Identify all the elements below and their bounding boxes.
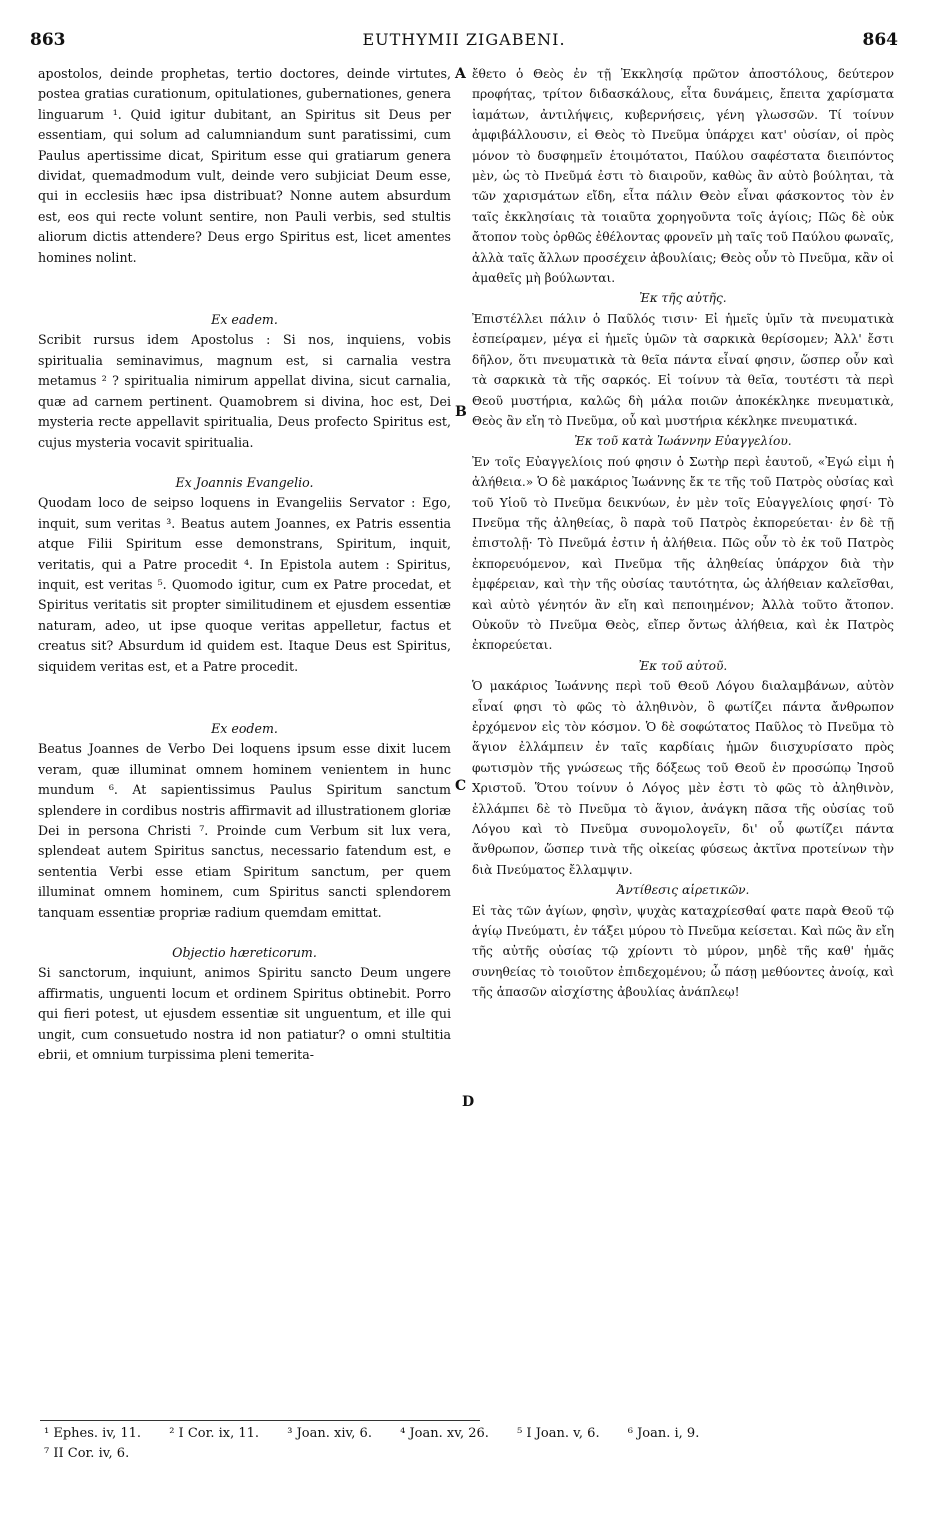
margin-marker-d: D [462,1094,475,1110]
greek-paragraph-2: Ἐπιστέλλει πάλιν ὁ Παῦλός τισιν· Εἰ ἡμεῖς ὑμῖν τὰ πνευματικὰ ἐσπείραμεν, μέγα εἰ ἡμεῖς ὑμῶν τὰ σαρκικὰ θερίσομεν; Ἀλλ' ἔστι δῆλον, ὅτι πνευματικὰ τὰ θεῖα πάντα εἶναί φησιν, ὥσπερ οὖν καὶ τὰ σαρκικὰ τὰ τῆς σαρκός. Εἰ τοίνυν τὰ θεῖα, τουτέστι τὰ περὶ Θεοῦ μυστήρια, καλῶς δὴ μάλα ποιῶν ἀποκέκληκε πνευματικὰ, Θεὸς ἂν εἴη τὸ Πνεῦμα, οὗ καὶ μυστήρια κέκληκε πνευματικά. [472,311,894,428]
greek-paragraph-4: Ὁ μακάριος Ἰωάννης περὶ τοῦ Θεοῦ Λόγου διαλαμβάνων, αὐτὸν εἶναί φησι τὸ φῶς τὸ ἀληθινὸν, ὃ φωτίζει πάντα ἄνθρωπον ἐρχόμενον εἰς τὸν κόσμον. Ὁ δὲ σοφώτατος Παῦλος τὸ Πνεῦμα τὸ ἅγιον ἐλλάμπειν ἐν ταῖς καρδίαις ἡμῶν διισχυρίσατο πρὸς φωτισμὸν τῆς γνώσεως τῆς δόξεως τοῦ Θεοῦ ἐν προσώπῳ Ἰησοῦ Χριστοῦ. Ὅτου τοίνυν ὁ Λόγος μὲν ἐστι τὸ φῶς τὸ ἀληθινὸν, ἐλλάμπει δὲ τὸ Πνεῦμα τὸ ἅγιον, ἀνάγκη πᾶσα τῆς οὐσίας τοῦ Λόγου καὶ τὸ Πνεῦμα συνομολογεῖν, δι' οὗ φωτίζει πάντα ἄνθρωπον, ὥσπερ τινὰ τῆς οἰκείας φύσεως ἀκτῖνα προτείνων τὴν διὰ Πνεύματος ἔλλαμψιν. [472,679,894,877]
running-title: EUTHYMII ZIGABENI. [362,30,566,49]
greek-heading-ek-tou-autou: Ἐκ τοῦ αὐτοῦ. [638,658,728,673]
greek-paragraph-3: Ἐν τοῖς Εὐαγγελίοις πού φησιν ὁ Σωτὴρ περὶ ἑαυτοῦ, «Ἐγώ εἰμι ἡ ἀλήθεια.» Ὁ δὲ μακάριος Ἰωάννης ἔκ τε τῆς τοῦ Πατρὸς οὐσίας καὶ τοῦ Υἱοῦ τὸ Πνεῦμα δεικνύων, ἐν μὲν τοῖς Εὐαγγελίοις φησί· Τὸ Πνεῦμα τῆς ἀληθείας, ὃ παρὰ τοῦ Πατρὸς ἐκπορεύεται· ἐν δὲ τῇ ἐπιστολῇ· Τὸ Πνεῦμά ἐστιν ἡ ἀλήθεια. Πῶς οὖν τὸ ἐκ τοῦ Πατρὸς ἐκπορευόμενον, καὶ Πνεῦμα τῆς ἀληθείας ὑπάρχον διὰ τὴν ἐμφέρειαν, καὶ τὴν τῆς οὐσίας ταυτότητα, ὡς ἀλήθειαν καλεῖσθαι, καὶ αὐτὸ γένητόν ἂν εἴη καὶ πεποιημένον; Ἀλλὰ τοῦτο ἄτοπον. Οὐκοῦν τὸ Πνεῦμα Θεὸς, εἴπερ ὄντως ἀλήθεια, καὶ ἐκ Πατρὸς ἐκπορεύεται. [472,454,894,653]
latin-column [38,64,451,1065]
latin-heading-ex-eodem: Ex eodem. [211,720,278,736]
greek-paragraph-5: Εἰ τὰς τῶν ἁγίων, φησὶν, ψυχὰς καταχρίεσθαί φατε παρὰ Θεοῦ τῷ ἁγίῳ Πνεύματι, ἐν τάξει μύρου τὸ Πνεῦμα κείσεται. Καὶ πῶς ἂν εἴη τῆς αὐτῆς οὐσίας τῷ χρίοντι τὸ μύρον, μηδὲ τῆς καθ' ἡμᾶς συνηθείας τὸ τοιοῦτον ἐπιδεχομένου; ὦ πάσῃ μεθύοντες ἀνοίᾳ, καὶ τῆς ἁπασῶν αἰσχίστης ἀβουλίας ἀνάπλεῳ! [472,903,894,1000]
running-header [30,30,898,56]
margin-marker-b: B [455,404,467,420]
footnote-5: ⁵ I Joan. v, 6. [517,1426,600,1441]
footnote-line-1 [44,1424,904,1444]
footnotes [44,1424,904,1464]
greek-paragraph-1: ἔθετο ὁ Θεὸς ἐν τῇ Ἐκκλησίᾳ πρῶτον ἀποστόλους, δεύτερον προφήτας, τρίτον διδασκάλους, εἶτα δυνάμεις, ἔπειτα χαρίσματα ἰαμάτων, ἀντιλήψεις, κυβερνήσεις, γένη γλωσσῶν. Τί τοίνυν ἀμφιβάλλουσιν, εἰ Θεὸς τὸ Πνεῦμα ὑπάρχει κατ' οὐσίαν, οἱ πρὸς μόνον τὸ δυσφημεῖν ἑτοιμότατοι, Παύλου σαφέστατα διειπόντος μὲν, ὡς τὸ Πνεῦμά ἐστι τὸ διαιροῦν, καθὼς ἂν αὐτὸ βούληται, τὰ τῶν χαρισμάτων εἴδη, εἶτα πάλιν Θεὸν εἶναι φάσκοντος τὸν ἐν ταῖς ἐκκλησίαις τὰ τοιαῦτα χορηγοῦντα τοῖς ἁγίοις; Πῶς δὲ οὐκ ἄτοπον τοὺς ὀρθῶς ἐθέλοντας φρονεῖν μὴ ταῖς τοῦ Παύλου φωναῖς, ἀλλὰ ταῖς ἄλλων προσέχειν ἀβουλίαις; Θεὸς οὖν τὸ Πνεῦμα, κἂν οἱ ἀμαθεῖς μὴ βούλωνται. [472,67,894,286]
footnote-rule [40,1420,480,1421]
latin-heading-ex-eadem: Ex eadem. [211,312,278,328]
latin-paragraph-1: apostolos, deinde prophetas, tertio doctores, deinde virtutes, postea gratias curationum, opitulationes, gubernationes, genera linguarum ¹. Quid igitur dubitant, an Spiritus sit Deus per essentiam, qui solum ad calumniandum sunt paratissimi, cum Paulus apertissime dicat, Spiritum esse qui gratiarum genera dividat, quemadmodum vult, deinde vero subjiciat Deum esse, qui in ecclesiis hæc ipsa distribuat? Nonne autem absurdum est, eos qui recte volunt sentire, non Pauli verbis, sed stultis aliorum dictis attendere? Deus ergo Spiritus est, licet amentes homines nolint. [38,66,451,265]
margin-marker-a: A [455,66,466,82]
latin-paragraph-2: Scribit rursus idem Apostolus : Si nos, inquiens, vobis spiritualia seminavimus, magnum est, si carnalia vestra metamus ² ? spiritualia nimirum appellat divina, sicut carnalia, quæ ad carnem pertinent. Quamobrem si divina, hoc est, Dei mysteria recte appellavit spiritualia, Deus profecto Spiritus est, cujus mysteria vocavit spiritualia. [38,332,451,450]
latin-paragraph-5: Si sanctorum, inquiunt, animos Spiritu sancto Deum ungere affirmatis, unguenti locum et ordinem Spiritus obtinebit. Porro qui fieri potest, ut ejusdem essentiæ sit unguentum, et ille qui ungit, cum consuetudo nostra id non patiatur? o omni stultitia ebrii, et omnium turpissima pleni temerita- [38,965,451,1063]
latin-paragraph-3: Quodam loco de seipso loquens in Evangeliis Servator : Ego, inquit, sum veritas ³. Beatus autem Joannes, ex Patris essentia atque Filii Spiritum esse demonstrans, Spiritum, inquit, veritatis, qui a Patre procedit ⁴. In Epistola autem : Spiritus, inquit, est veritas ⁵. Quomodo igitur, cum ex Patre procedat, et Spiritus veritatis sit propter similitudinem et ejusdem essentiæ naturam, adeo, ut ipse quoque veritas appelletur, factus et creatus sit? Absurdum id quidem est. Itaque Deus est Spiritus, siquidem veritas est, et a Patre procedit. [38,495,451,674]
greek-heading-antithesis: Ἀντίθεσις αἱρετικῶν. [616,883,750,898]
footnote-line-2 [44,1444,904,1464]
footnote-1: ¹ Ephes. iv, 11. [44,1426,142,1441]
footnote-4: ⁴ Joan. xv, 26. [400,1426,489,1441]
footnote-6: ⁶ Joan. i, 9. [627,1426,700,1441]
latin-heading-objectio: Objectio hæreticorum. [172,945,317,961]
page-number-left: 863 [30,30,66,50]
footnote-3: ³ Joan. xiv, 6. [287,1426,372,1441]
latin-paragraph-4: Beatus Joannes de Verbo Dei loquens ipsum esse dixit lucem veram, quæ illuminat omnem hominem venientem in hunc mundum ⁶. At sapientissimus Paulus Spiritum sanctum splendere in cordibus nostris affirmavit ad illustrationem gloriæ Dei in persona Christi ⁷. Proinde cum Verbum sit lux vera, splendeat autem Spiritus sanctus, necessario fatendum est, e sententia Verbi esse etiam Spiritum sanctum, per quem illuminat omnem hominem, cum Spiritus sancti splendorem tanquam essentiæ propriæ radium quemdam emittat. [38,741,451,920]
page-number-right: 864 [862,30,898,50]
margin-marker-c: C [455,778,467,794]
greek-heading-ek-tes-autes: Ἐκ τῆς αὐτῆς. [639,291,727,306]
footnote-7: ⁷ II Cor. iv, 6. [44,1446,130,1461]
latin-heading-joannis: Ex Joannis Evangelio. [175,474,314,490]
greek-column [472,64,894,1003]
greek-heading-ioannen: Ἐκ τοῦ κατὰ Ἰωάννην Εὐαγγελίου. [574,434,792,449]
footnote-2: ² I Cor. ix, 11. [169,1426,260,1441]
